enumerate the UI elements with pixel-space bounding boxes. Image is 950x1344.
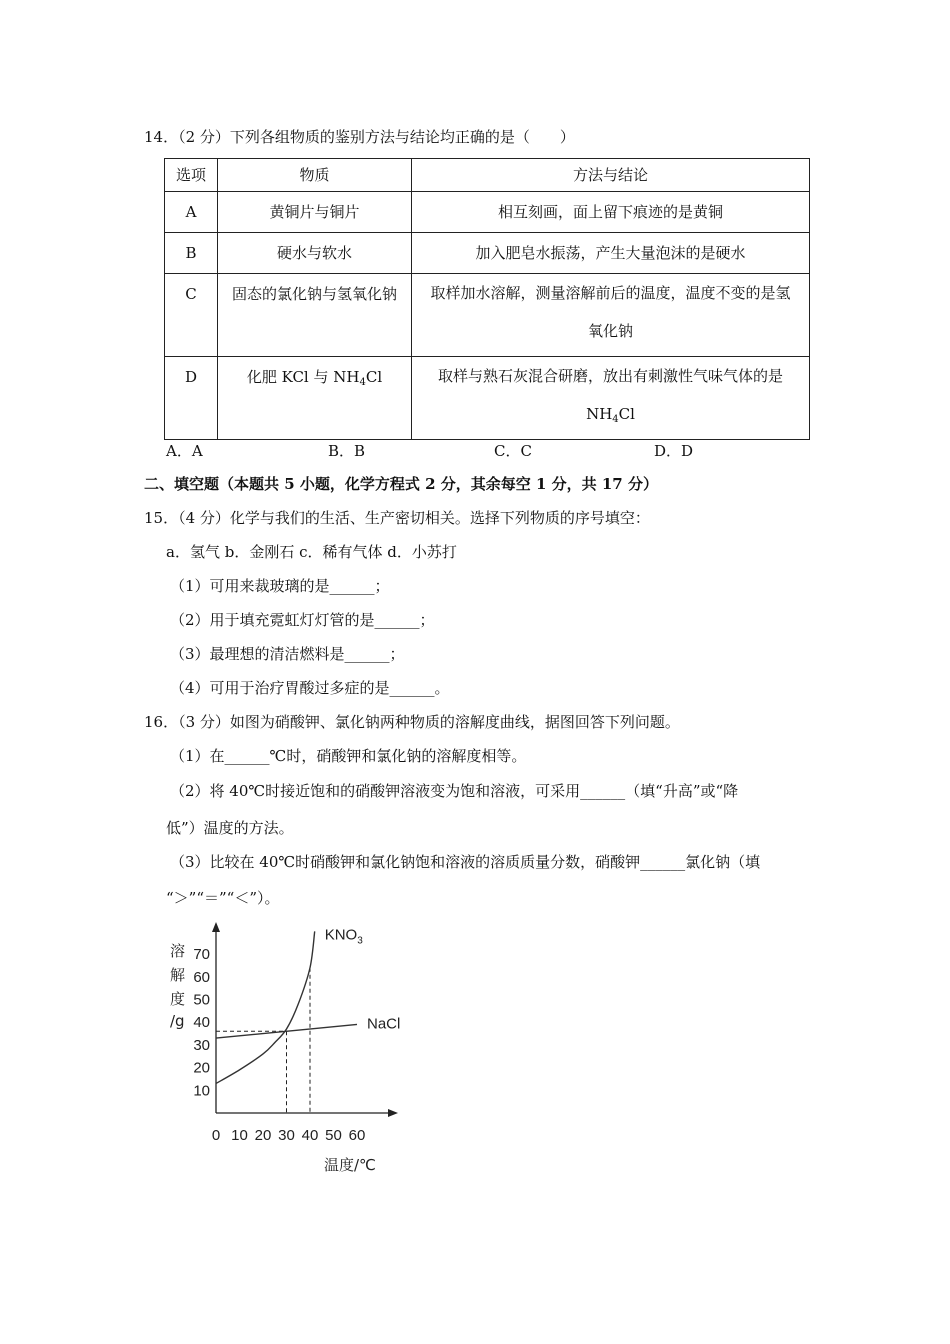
q15-stem: 15．（4 分）化学与我们的生活、生产密切相关。选择下列物质的序号填空：	[144, 509, 650, 527]
kno3-label: $KNO_3$	[324, 926, 363, 947]
x-tick-label: 50	[325, 1127, 342, 1144]
row-substance	[218, 357, 412, 440]
x-tick-label: 0	[211, 1127, 221, 1144]
x-tick-label: 10	[231, 1127, 248, 1144]
q15-item-3: （3）最理想的清洁燃料是______；	[170, 645, 405, 663]
x-tick-label: 40	[301, 1127, 319, 1144]
choice-c[interactable]: C．C	[494, 442, 532, 460]
q14-stem: 14．（2 分）下列各组物质的鉴别方法与结论均正确的是（ ）	[144, 128, 575, 146]
q15-options: a．氢气 b．金刚石 c．稀有气体 d．小苏打	[166, 543, 457, 561]
y-label-char: /g	[170, 1012, 185, 1030]
method-post: Cl	[618, 405, 635, 423]
y-tick-label: 10	[193, 1082, 210, 1100]
row-method-line1: 取样与熟石灰混合研磨，放出有刺激性气味气体的是	[437, 367, 783, 385]
y-tick-label: 50	[193, 991, 210, 1009]
method-sub: 4	[612, 414, 619, 425]
q16-item-3-line1: （3）比较在 40℃时硝酸钾和氯化钠饱和溶液的溶质质量分数，硝酸钾______氯化钠（填	[170, 853, 761, 871]
choice-d[interactable]: D．D	[654, 442, 694, 460]
y-tick-label: 70	[193, 946, 210, 964]
choice-a[interactable]: A．A	[166, 442, 203, 460]
q15-item-1: （1）可用来裁玻璃的是______；	[170, 577, 390, 595]
method-pre: NH	[586, 405, 613, 423]
table-row	[165, 233, 810, 274]
y-label-char: 溶	[170, 942, 186, 960]
row-option: A	[165, 192, 218, 233]
row-method-line2	[416, 395, 805, 433]
row-method: 相互刻画，面上留下痕迹的是黄铜	[412, 192, 810, 233]
q14-table	[164, 158, 810, 440]
q16-item-3-line2: “＞”“＝”“＜”）。	[166, 889, 280, 907]
q16-stem: 16．（3 分）如图为硝酸钾、氯化钠两种物质的溶解度曲线，据图回答下列问题。	[144, 713, 680, 731]
table-row	[165, 192, 810, 233]
row-method	[412, 274, 810, 357]
choice-b[interactable]: B．B	[328, 442, 366, 460]
y-tick-label: 20	[193, 1059, 210, 1077]
row-method-line1: 取样加水溶解，测量溶解前后的温度，温度不变的是氢	[430, 284, 791, 302]
y-tick-label: 60	[193, 968, 210, 986]
solubility-chart	[160, 918, 420, 1180]
q15-item-2: （2）用于填充霓虹灯灯管的是______；	[170, 611, 435, 629]
row-substance: 固态的氯化钠与氢氧化钠	[218, 274, 412, 357]
x-axis-arrow	[388, 1109, 398, 1117]
section-title: 二、填空题（本题共 5 小题，化学方程式 2 分，其余每空 1 分，共 17 分）	[144, 475, 658, 493]
x-tick-label: 30	[278, 1127, 295, 1144]
x-axis-label: 温度/℃	[324, 1156, 376, 1174]
q14-choices	[166, 440, 726, 460]
header-method: 方法与结论	[412, 159, 810, 192]
q16-item-1: （1）在______℃时，硝酸钾和氯化钠的溶解度相等。	[170, 747, 527, 765]
row-substance: 黄铜片与铜片	[218, 192, 412, 233]
kno3-label-subscript: 3	[357, 935, 363, 947]
y-tick-label: 30	[193, 1036, 210, 1054]
table-row	[165, 274, 810, 357]
header-substance: 物质	[218, 159, 412, 192]
substance-sub: 4	[359, 377, 366, 388]
header-option: 选项	[165, 159, 218, 192]
q16-item-2-line2: 低”）温度的方法。	[166, 819, 294, 837]
q15-item-4: （4）可用于治疗胃酸过多症的是______。	[170, 679, 450, 697]
row-substance: 硬水与软水	[218, 233, 412, 274]
substance-pre: 化肥 KCl 与 NH	[246, 368, 360, 386]
kno3-curve	[216, 931, 315, 1083]
table-header-row	[165, 159, 810, 192]
row-method: 加入肥皂水振荡，产生大量泡沫的是硬水	[412, 233, 810, 274]
row-option: C	[165, 274, 218, 357]
x-tick-label: 60	[348, 1127, 366, 1144]
y-axis-arrow	[212, 922, 220, 932]
y-tick-label: 40	[193, 1014, 210, 1032]
q16-item-2-line1: （2）将 40℃时接近饱和的硝酸钾溶液变为饱和溶液，可采用______（填“升高”或“降	[170, 782, 739, 800]
row-option: B	[165, 233, 218, 274]
row-method-line2: 氧化钠	[587, 322, 633, 340]
row-method	[412, 357, 810, 440]
substance-post: Cl	[365, 368, 383, 386]
table-row	[165, 357, 810, 440]
x-tick-label: 20	[254, 1127, 272, 1144]
y-label-char: 解	[170, 966, 186, 984]
y-label-char: 度	[170, 990, 186, 1008]
nacl-label: NaCl	[367, 1015, 401, 1033]
row-option: D	[165, 357, 218, 440]
